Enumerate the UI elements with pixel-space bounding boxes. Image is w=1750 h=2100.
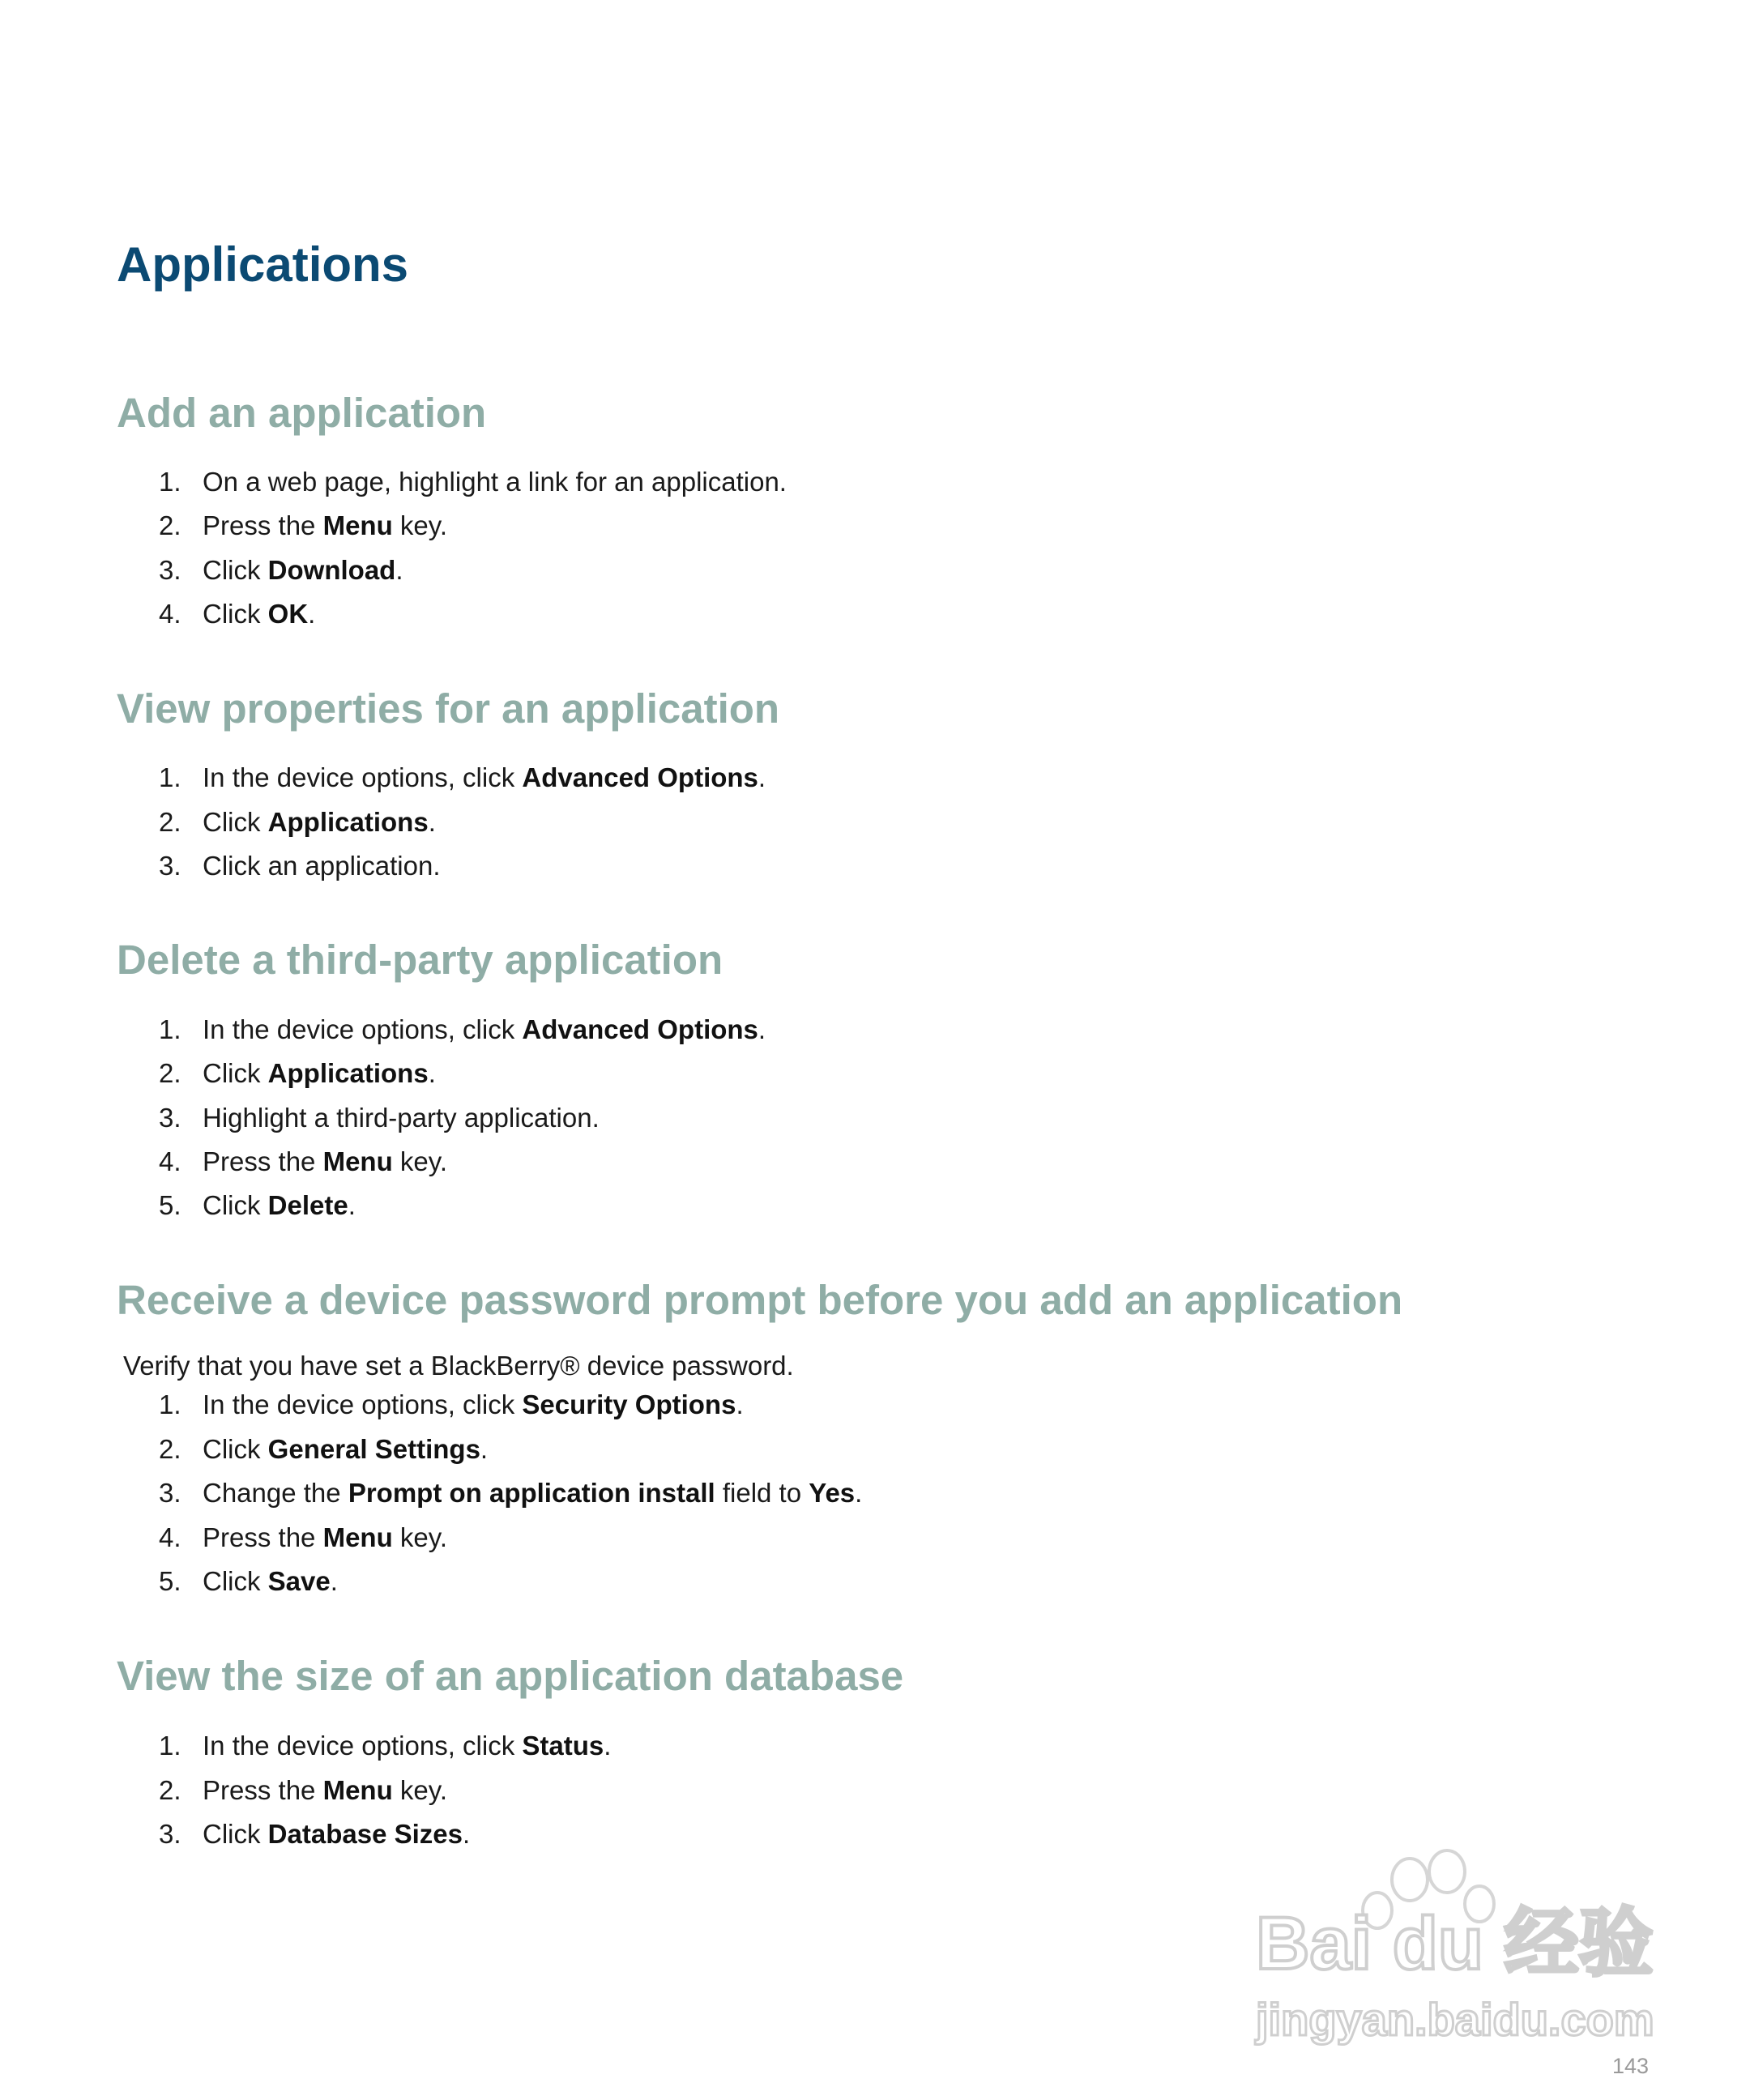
step-text — [203, 548, 403, 592]
step-number: 3. — [159, 1819, 181, 1849]
ui-term: Download — [267, 555, 396, 585]
text-run: Press the — [203, 1775, 323, 1805]
text-run: . — [736, 1389, 744, 1419]
text-run: In the device options, click — [203, 762, 523, 792]
watermark-brand: Bai du 经验 — [1256, 1902, 1654, 1985]
text-run: Highlight a third-party application. — [203, 1103, 600, 1133]
watermark-url: jingyan.baidu.com — [1256, 1994, 1654, 2045]
step-number: 1. — [159, 1731, 181, 1761]
text-run: Click — [203, 807, 268, 837]
ui-term: Menu — [322, 1522, 393, 1552]
step-text — [203, 1383, 744, 1427]
text-run: Click an application. — [203, 851, 441, 881]
text-run: Click — [203, 1190, 268, 1220]
step-number: 1. — [159, 467, 181, 497]
text-run: In the device options, click — [203, 1014, 523, 1044]
text-run: . — [428, 1058, 436, 1088]
section-heading: View properties for an application — [117, 685, 780, 732]
ui-term: Delete — [267, 1190, 348, 1220]
ui-term: Applications — [267, 807, 429, 837]
step-text — [203, 1471, 862, 1515]
section-heading: Delete a third-party application — [117, 937, 723, 983]
text-run: Press the — [203, 510, 323, 540]
text-run: . — [428, 807, 436, 837]
step-text — [203, 1096, 600, 1140]
step-text — [203, 1724, 611, 1768]
step-text — [203, 1052, 436, 1095]
text-run: Click — [203, 1566, 268, 1596]
page-title: Applications — [117, 237, 409, 292]
text-run: . — [480, 1434, 489, 1464]
step-number: 2. — [159, 1775, 181, 1805]
step-number: 2. — [159, 1434, 181, 1464]
section-intro: Verify that you have set a BlackBerry® device password. — [123, 1351, 794, 1381]
step-text — [203, 1516, 447, 1560]
text-run: Change the — [203, 1478, 348, 1508]
text-run: key. — [392, 1146, 447, 1176]
ui-term: Database Sizes — [267, 1819, 463, 1849]
step-text — [203, 756, 766, 800]
step-number: 4. — [159, 599, 181, 629]
step-number: 3. — [159, 555, 181, 585]
text-run: . — [462, 1819, 471, 1849]
step-text — [203, 1769, 447, 1812]
ui-term: General Settings — [267, 1434, 480, 1464]
step-number: 5. — [159, 1566, 181, 1596]
ui-term: Menu — [322, 1146, 393, 1176]
text-run: field to — [715, 1478, 809, 1508]
ui-term: Yes — [809, 1478, 856, 1508]
ui-term: Security Options — [522, 1389, 736, 1419]
text-run: key. — [392, 510, 447, 540]
text-run: key. — [392, 1522, 447, 1552]
text-run: Press the — [203, 1522, 323, 1552]
text-run: Click — [203, 1058, 268, 1088]
text-run: In the device options, click — [203, 1731, 523, 1761]
step-text — [203, 504, 447, 548]
step-text — [203, 1008, 766, 1052]
step-number: 3. — [159, 1478, 181, 1508]
step-number: 3. — [159, 1103, 181, 1133]
text-run: . — [348, 1190, 356, 1220]
ui-term: Status — [522, 1731, 604, 1761]
step-number: 3. — [159, 851, 181, 881]
text-run: key. — [392, 1775, 447, 1805]
page-number: 143 — [1612, 2054, 1650, 2078]
baidu-jingyan-watermark — [1248, 1847, 1669, 2050]
step-text — [203, 800, 436, 844]
step-number: 1. — [159, 1014, 181, 1044]
text-run: . — [604, 1731, 612, 1761]
step-number: 5. — [159, 1190, 181, 1220]
text-run: . — [758, 762, 766, 792]
ui-term: Advanced Options — [522, 1014, 758, 1044]
step-number: 1. — [159, 762, 181, 792]
section-heading: View the size of an application database — [117, 1653, 904, 1699]
step-number: 4. — [159, 1146, 181, 1176]
step-text — [203, 592, 315, 636]
text-run: Press the — [203, 1146, 323, 1176]
text-run: On a web page, highlight a link for an application. — [203, 467, 787, 497]
text-run: Click — [203, 555, 268, 585]
ui-term: Applications — [267, 1058, 429, 1088]
step-number: 2. — [159, 510, 181, 540]
step-number: 2. — [159, 807, 181, 837]
step-text — [203, 1140, 447, 1184]
section-heading: Add an application — [117, 390, 487, 436]
ui-term: OK — [267, 599, 309, 629]
ui-term: Advanced Options — [522, 762, 758, 792]
ui-term: Prompt on application install — [348, 1478, 715, 1508]
text-run: Click — [203, 1819, 268, 1849]
step-text — [203, 1812, 470, 1856]
text-run: Click — [203, 1434, 268, 1464]
step-text — [203, 1560, 338, 1603]
ui-term: Menu — [322, 1775, 393, 1805]
text-run: . — [855, 1478, 863, 1508]
text-run: . — [395, 555, 403, 585]
step-number: 4. — [159, 1522, 181, 1552]
step-text — [203, 1428, 488, 1471]
text-run: In the device options, click — [203, 1389, 523, 1419]
section-heading: Receive a device password prompt before you add an application — [117, 1277, 1403, 1323]
step-text — [203, 1184, 356, 1227]
ui-term: Menu — [322, 510, 393, 540]
text-run: . — [330, 1566, 338, 1596]
step-text — [203, 460, 787, 504]
step-number: 1. — [159, 1389, 181, 1419]
text-run: . — [758, 1014, 766, 1044]
text-run: . — [308, 599, 316, 629]
text-run: Click — [203, 599, 268, 629]
step-number: 2. — [159, 1058, 181, 1088]
ui-term: Save — [267, 1566, 331, 1596]
step-text — [203, 844, 441, 888]
